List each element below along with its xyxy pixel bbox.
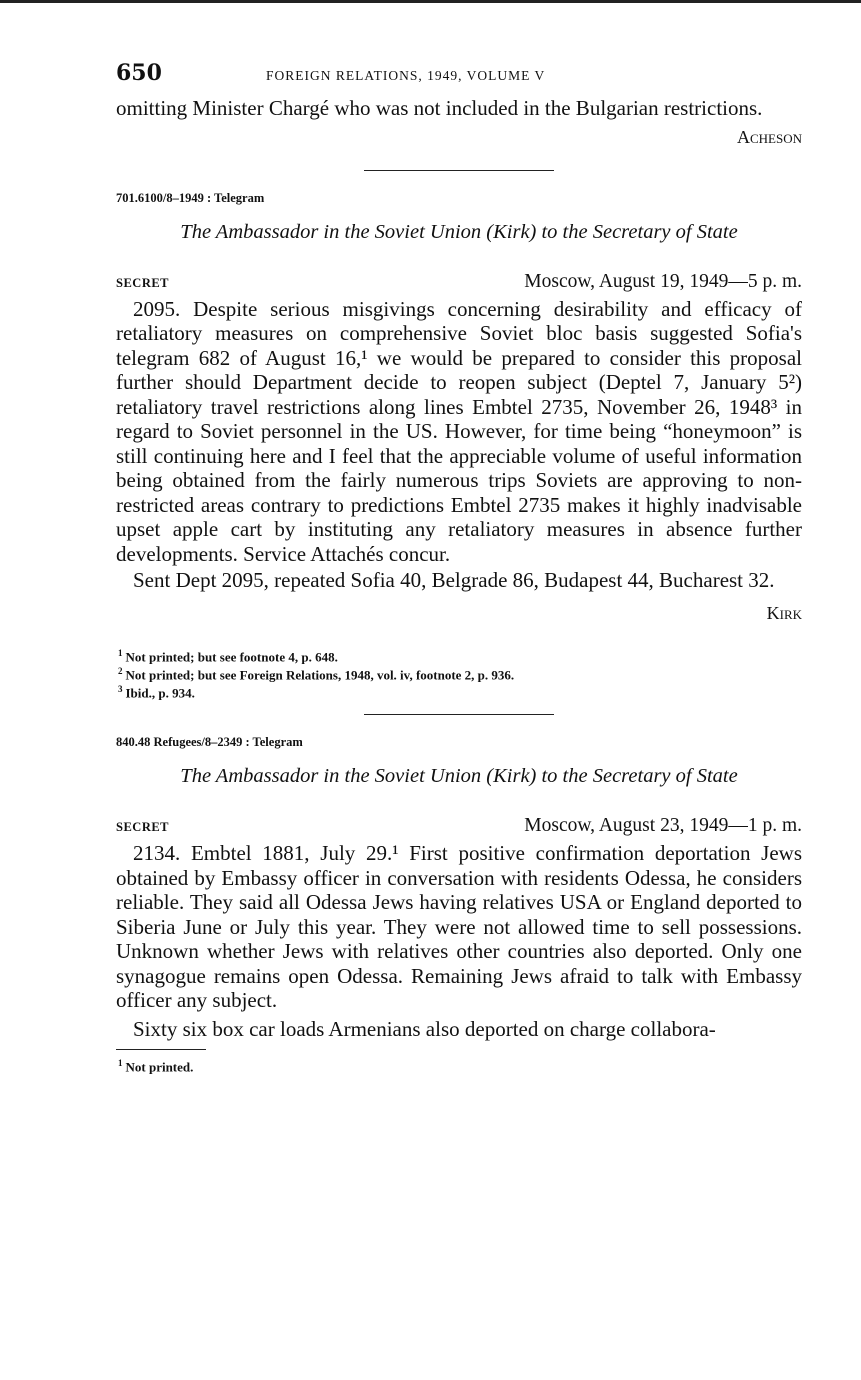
section-divider: [364, 714, 554, 715]
page-top-border: [0, 0, 861, 3]
telegram-paragraph: Sixty six box car loads Armenians also deported on charge collabora-: [133, 1016, 716, 1041]
file-reference: 701.6100/8–1949 : Telegram: [116, 190, 265, 205]
running-title: FOREIGN RELATIONS, 1949, VOLUME V: [266, 68, 546, 83]
footnote: $^1$ Not printed.: [118, 1058, 194, 1075]
dateline: [116, 271, 802, 293]
telegram-paragraph: 2095. Despite serious misgivings concerning desirability and efficacy of retaliatory measures on comprehensive Soviet bloc basis suggested Sofia's telegram 682 of August 16,¹ we would be prepared to consider this proposal further should Department decide to reopen subject (Deptel 7, January 5²) retaliatory travel restrictions along lines Embtel 2735, November 26, 1948³ in regard to Soviet personnel in the US. However, for time being “honeymoon” is still continuing here and I feel that the appreciable volume of useful information being obtained from the fairly numerous trips Soviets are approving to non-restricted areas contrary to predictions Embtel 2735 makes it highly inadvisable upset apple cart by instituting any retaliatory measures in absence further developments. Service Attachés concur.: [116, 296, 802, 566]
footnote-divider: [116, 1049, 206, 1050]
date-place: Moscow, August 19, 1949—5 p. m.: [524, 270, 802, 292]
classification-label: SECRET: [116, 820, 170, 835]
continuation-text: omitting Minister Chargé who was not included in the Bulgarian restrictions.: [116, 96, 763, 120]
footnotes: [116, 646, 802, 701]
footnote: $^1$ Not printed; but see footnote 4, p. 648.: [118, 647, 338, 664]
signature-kirk: Kirk: [766, 602, 802, 623]
page-header: [116, 60, 802, 96]
signature-acheson: Acheson: [736, 126, 802, 147]
dateline: [116, 815, 802, 837]
document-title: The Ambassador in the Soviet Union (Kirk) to the Secretary of State: [180, 765, 738, 788]
telegram-paragraph: Sent Dept 2095, repeated Sofia 40, Belgrade 86, Budapest 44, Bucharest 32.: [133, 568, 775, 592]
classification-label: SECRET: [116, 275, 170, 290]
telegram-paragraph: 2134. Embtel 1881, July 29.¹ First positive confirmation deportation Jews obtained by Embassy officer in conversation with residents Odessa, he considers reliable. They said all Odessa Jews having relatives USA or England deported to Siberia June or July this year. They were not allowed time to sell possessions. Unknown whether Jews with relatives other countries also deported. Only one synagogue remains open Odessa. Remaining Jews afraid to talk with Embassy officer any subject.: [116, 841, 802, 1013]
page-number: 650: [116, 60, 162, 86]
document-page: [116, 60, 802, 1075]
footnote: $^2$ Not printed; but see Foreign Relations, 1948, vol. iv, footnote 2, p. 936.: [118, 665, 515, 683]
footnote: $^3$ Ibid., p. 934.: [118, 684, 195, 701]
section-divider: [364, 170, 554, 171]
document-title: The Ambassador in the Soviet Union (Kirk) to the Secretary of State: [180, 220, 738, 243]
file-reference: 840.48 Refugees/8–2349 : Telegram: [116, 735, 303, 750]
date-place: Moscow, August 23, 1949—1 p. m.: [524, 815, 802, 837]
footnotes: [116, 1056, 802, 1074]
